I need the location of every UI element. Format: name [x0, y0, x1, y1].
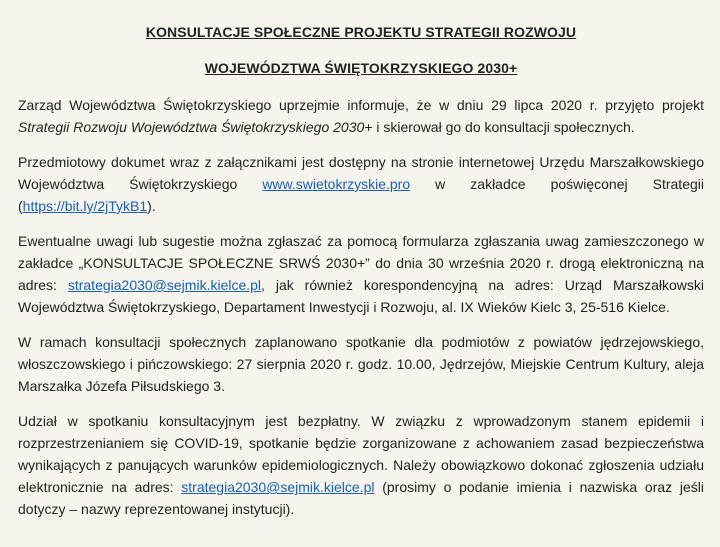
- availability-text: Przedmiotowy dokumet wraz z załącznikami jest dostępny na stronie internetowej Urzędu Marszałkowskiego Województwa Świętokrzyskiego: [18, 154, 704, 192]
- paragraph-document-availability: [18, 151, 704, 217]
- email-link[interactable]: strategia2030@sejmik.kielce.pl: [67, 277, 262, 293]
- website-link[interactable]: www.swietokrzyskie.pro: [262, 176, 411, 192]
- availability-text-middle: w zakładce poświęconej Strategii (: [18, 176, 704, 214]
- title-line-2: WOJEWÓDZTWA ŚWIĘTOKRZYSKIEGO 2030+: [204, 60, 518, 76]
- announcement-document: [18, 22, 704, 533]
- participation-text: Udział w spotkaniu konsultacyjnym jest bezpłatny. W związku z wprowadzonym stanem epidemii i rozprzestrzenianiem się COVID-19, spotkanie będzie zorganizowane z achowaniem zasad bezpieczeństwa wynikających z panujących warunków epidemiologicznych. Należy obowiązkowo dokonać zgłoszenia udziału elektronicznie na adres:: [18, 413, 704, 495]
- paragraph-comments: [18, 230, 704, 318]
- comments-text: Ewentualne uwagi lub sugestie można zgłaszać za pomocą formularza zgłaszania uwag zamieszczonego w zakładce „KONSULTACJE SPOŁECZNE SRWŚ 2030+” do dnia 30 września 2020 r. drogą elektroniczną na adres:: [18, 233, 704, 293]
- participation-text-end: (prosimy o podanie imienia i nazwiska oraz jeśli dotyczy – nazwy reprezentowanej instytucji).: [18, 479, 704, 517]
- title-line-1: KONSULTACJE SPOŁECZNE PROJEKTU STRATEGII ROZWOJU: [145, 24, 577, 40]
- intro-text-end: i skierował go do konsultacji społecznych.: [372, 119, 635, 135]
- short-link[interactable]: https://bit.ly/2jTykB1: [22, 198, 148, 214]
- availability-text-end: ).: [147, 198, 156, 214]
- paragraph-intro: [18, 94, 704, 138]
- paragraph-meeting: W ramach konsultacji społecznych zaplanowano spotkanie dla podmiotów z powiatów jędrzejowskiego, włoszczowskiego i pińczowskiego: 27 sierpnia 2020 r. godz. 10.00, Jędrzejów, Miejskie Centrum Kultury, aleja Marszałka Józefa Piłsudskiego 3.: [18, 334, 704, 394]
- strategy-name: Strategii Rozwoju Województwa Świętokrzyskiego 2030+: [18, 119, 373, 135]
- paragraph-participation: [18, 410, 704, 520]
- comments-text-end: , jak również korespondencyjną na adres: Urząd Marszałkowski Województwa Świętokrzyskiego, Departament Inwestycji i Rozwoju, al. IX Wieków Kielc 3, 25-516 Kielce.: [18, 277, 704, 315]
- intro-text: Zarząd Województwa Świętokrzyskiego uprzejmie informuje, że w dniu 29 lipca 2020 r. przyjęto projekt: [18, 97, 704, 113]
- email-link-registration[interactable]: strategia2030@sejmik.kielce.pl: [181, 479, 375, 495]
